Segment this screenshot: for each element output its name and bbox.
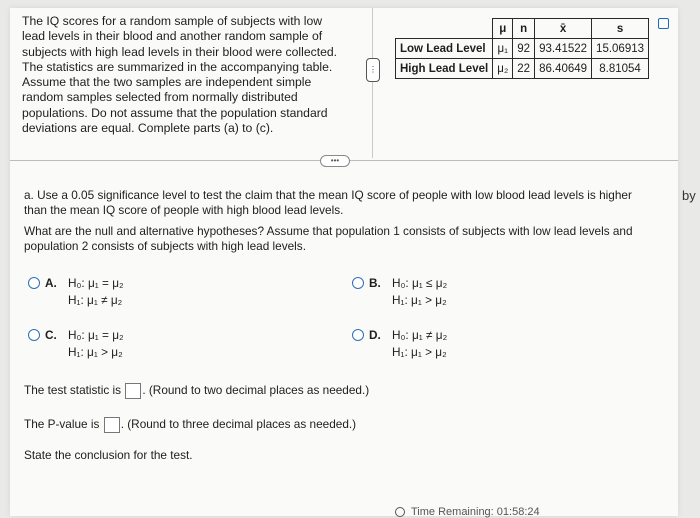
choice-letter: C. [45, 328, 57, 342]
table-cell: 8.81054 [592, 59, 649, 79]
p-value-input[interactable] [104, 417, 120, 433]
side-panel-text: by [682, 188, 696, 203]
table-cell: 22 [513, 59, 535, 79]
table-cell: 93.41522 [535, 39, 592, 59]
part-a-prompt: a. Use a 0.05 significance level to test the claim that the mean IQ score of people with low blood lead levels is higher than the mean IQ score of people with high blood lead levels. [24, 188, 632, 217]
p-value-label: The P-value is [24, 417, 100, 432]
table-cell: μ₁ [493, 39, 513, 59]
radio-button[interactable] [28, 329, 40, 341]
p-value-hint: . (Round to three decimal places as needed.) [120, 417, 357, 432]
null-hypothesis: H₀: μ₁ = μ₂ [68, 328, 124, 342]
vertical-divider [372, 8, 373, 158]
table-cell: 92 [513, 39, 535, 59]
table-row [396, 39, 649, 59]
table-cell: 86.40649 [535, 59, 592, 79]
p-value-line [24, 417, 356, 433]
time-remaining [395, 506, 540, 518]
assignment-page [10, 8, 678, 516]
table-header-cell: μ [493, 19, 513, 39]
null-hypothesis: H₀: μ₁ ≤ μ₂ [392, 276, 448, 290]
choice-letter: B. [369, 276, 381, 290]
test-statistic-line [24, 383, 369, 399]
table-row [396, 59, 649, 79]
expand-panel-button[interactable]: ⋮ [366, 58, 380, 82]
null-hypothesis: H₀: μ₁ ≠ μ₂ [392, 328, 448, 342]
choice-letter: D. [369, 328, 381, 342]
test-statistic-input[interactable] [125, 383, 141, 399]
row-label: Low Lead Level [396, 39, 493, 59]
table-header-cell [396, 19, 493, 39]
test-statistic-hint: . (Round to two decimal places as needed.) [142, 383, 370, 398]
alternative-hypothesis: H₁: μ₁ ≠ μ₂ [68, 293, 123, 307]
problem-statement: The IQ scores for a random sample of subjects with low lead levels in their blood and another random sample of subjects with high lead levels in their blood were collected. The statistics are summarized in the accompanying table. Assume that the two samples are independent simple random samples selected from normally distributed populations. Do not assume that the population standard deviations are equal. Complete parts (a) to (c). [22, 14, 338, 136]
table-cell: μ₂ [493, 59, 513, 79]
radio-button[interactable] [28, 277, 40, 289]
hypotheses-question: What are the null and alternative hypotheses? Assume that population 1 consists of subjects with low lead levels and population 2 consists of subjects with high lead levels. [24, 224, 633, 253]
table-header-cell: s [592, 19, 649, 39]
alternative-hypothesis: H₁: μ₁ > μ₂ [392, 293, 447, 307]
table-header-cell: x̄ [535, 19, 592, 39]
more-options-button[interactable]: ••• [320, 155, 350, 167]
conclusion-prompt: State the conclusion for the test. [24, 448, 193, 462]
choice-letter: A. [45, 276, 57, 290]
statistics-table [395, 18, 649, 79]
table-cell: 15.06913 [592, 39, 649, 59]
radio-button[interactable] [352, 329, 364, 341]
alternative-hypothesis: H₁: μ₁ > μ₂ [68, 345, 123, 359]
null-hypothesis: H₀: μ₁ = μ₂ [68, 276, 124, 290]
test-statistic-label: The test statistic is [24, 383, 122, 398]
timer-text: Time Remaining: 01:58:24 [411, 506, 540, 518]
table-header-cell: n [513, 19, 535, 39]
row-label: High Lead Level [396, 59, 493, 79]
alternative-hypothesis: H₁: μ₁ > μ₂ [392, 345, 447, 359]
copy-table-icon[interactable] [658, 18, 669, 29]
table-header-row [396, 19, 649, 39]
radio-button[interactable] [352, 277, 364, 289]
